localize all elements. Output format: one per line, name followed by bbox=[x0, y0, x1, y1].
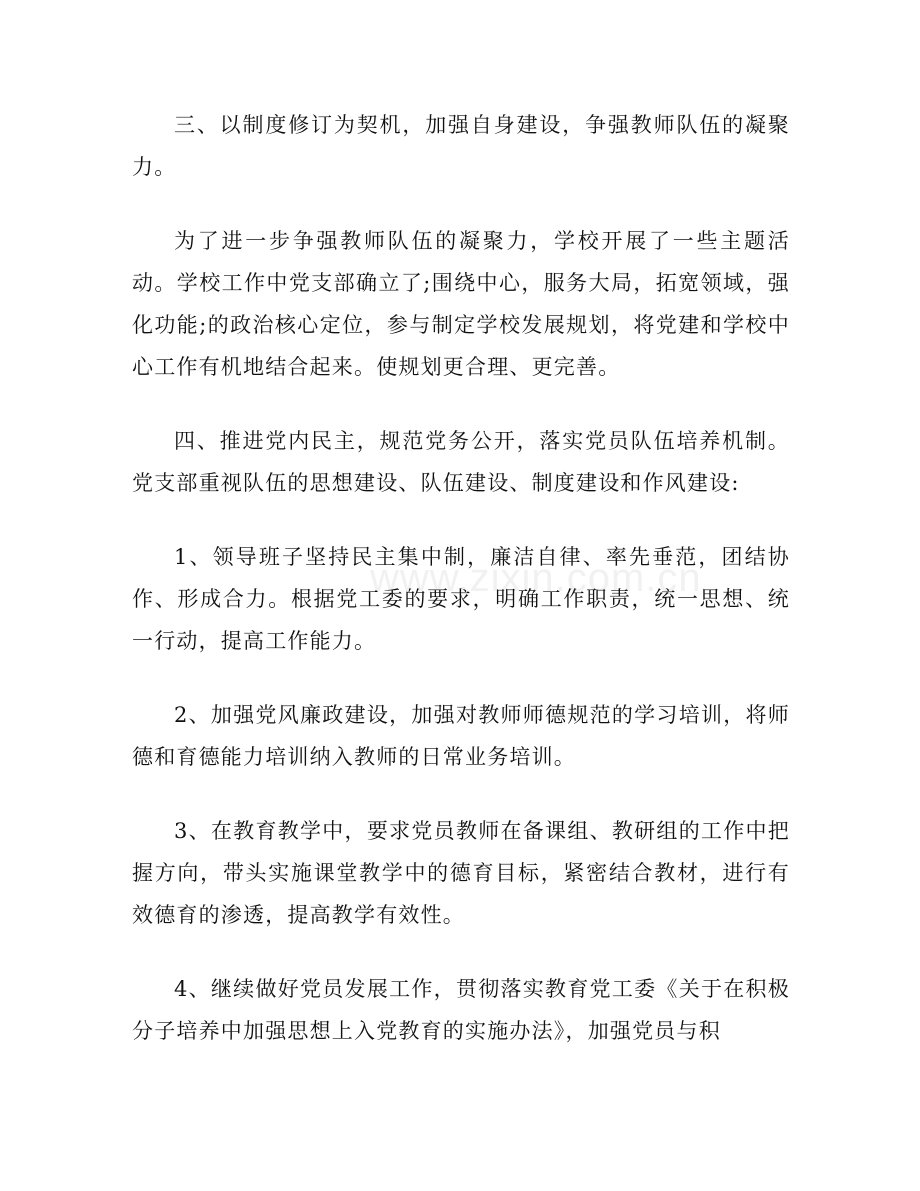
watermark: www.zixin.com.cn bbox=[370, 556, 702, 600]
section-heading-four: 四、推进党内民主，规范党务公开，落实党员队伍培养机制。党支部重视队伍的思想建设、队伍建设、制度建设和作风建设: bbox=[132, 429, 790, 495]
list-item-3: 3、在教育教学中，要求党员教师在备课组、教研组的工作中把握方向，带头实施课堂教学中的德育目标，紧密结合教材，进行有效德育的渗透，提高教学有效性。 bbox=[132, 819, 790, 927]
list-item-4: 4、继续做好党员发展工作，贯彻落实教育党工委《关于在积极分子培养中加强思想上入党教育的实施办法》，加强党员与积 bbox=[132, 977, 790, 1043]
document-body bbox=[132, 104, 790, 1084]
section-heading-three: 三、以制度修订为契机，加强自身建设，争强教师队伍的凝聚力。 bbox=[132, 113, 790, 179]
list-item-2: 2、加强党风廉政建设，加强对教师师德规范的学习培训，将师德和育德能力培训纳入教师的日常业务培训。 bbox=[132, 703, 790, 769]
list-item-1: 1、领导班子坚持民主集中制，廉洁自律、率先垂范，团结协作、形成合力。根据党工委的要求，明确工作职责，统一思想、统一行动，提高工作能力。 bbox=[132, 545, 790, 653]
body-paragraph: 为了进一步争强教师队伍的凝聚力，学校开展了一些主题活动。学校工作中党支部确立了;围绕中心，服务大局，拓宽领域，强化功能;的政治核心定位，参与制定学校发展规划，将党建和学校中心工作有机地结合起来。使规划更合理、更完善。 bbox=[132, 229, 790, 379]
